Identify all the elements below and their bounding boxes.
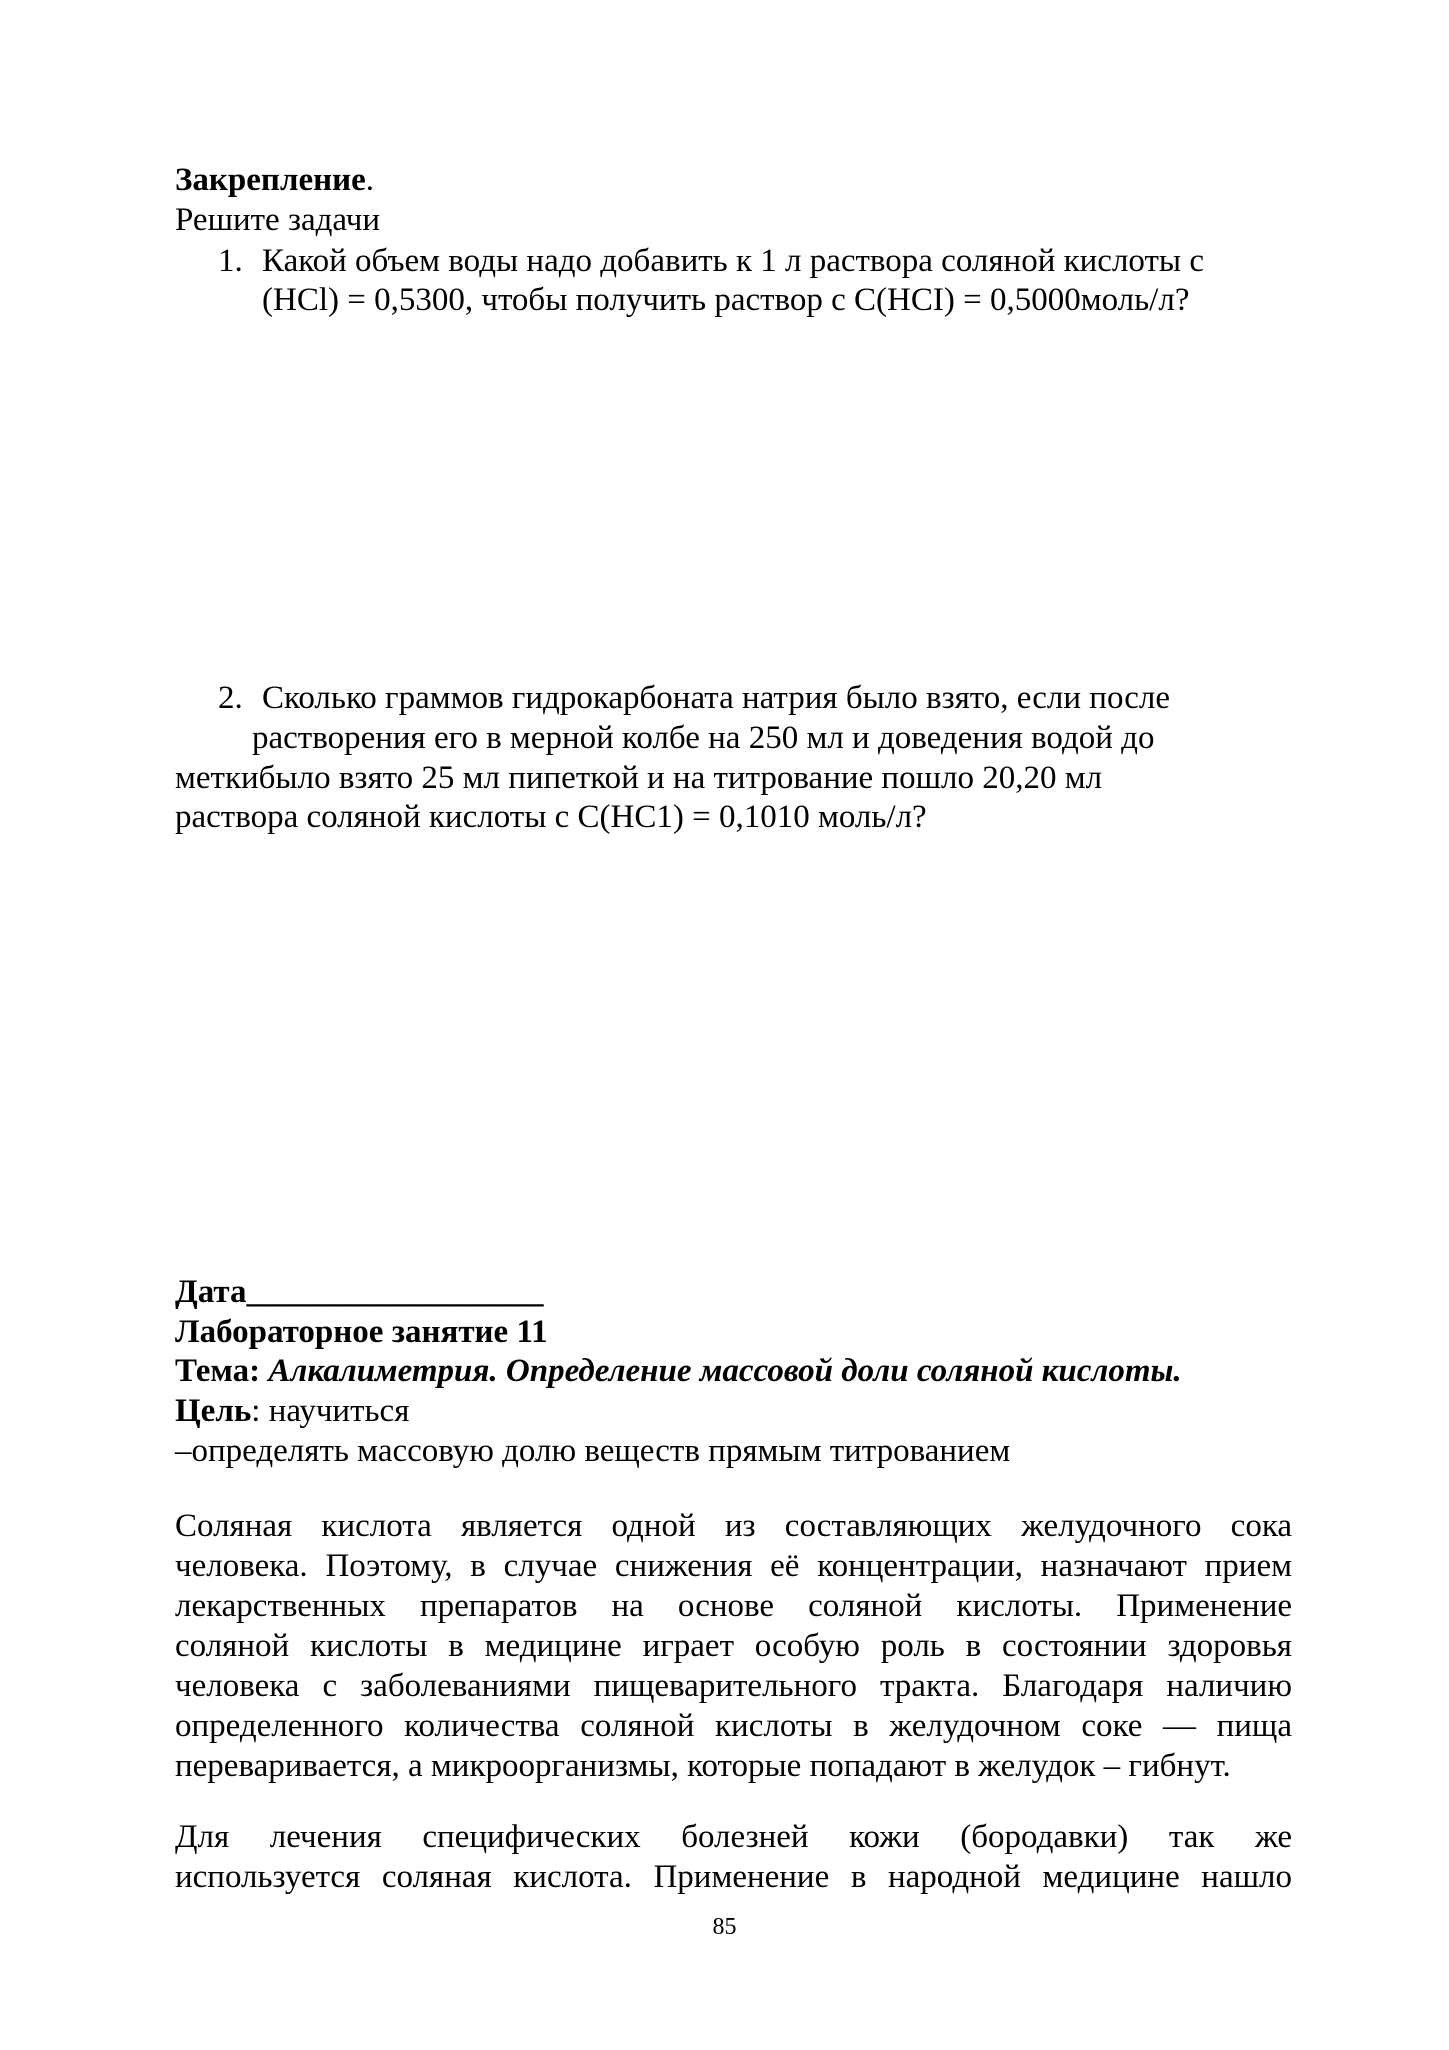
paragraph-1-line: человека. Поэтому, в случае снижения её концентрации, назначают прием (175, 1548, 1292, 1584)
section-heading (175, 160, 374, 200)
topic-text: Алкалиметрия. Определение массовой доли соляной кислоты. (268, 1353, 1182, 1389)
lab-title: Лабораторное занятие 11 (175, 1314, 548, 1350)
paragraph-2-line: используется соляная кислота. Применение в народной медицине нашло (175, 1859, 1292, 1895)
paragraph-1-line: лекарственных препаратов на основе соляной кислоты. Применение (175, 1588, 1292, 1624)
paragraph-1-line: человека с заболеваниями пищеварительного тракта. Благодаря наличию (175, 1668, 1292, 1704)
paragraph-1-line: Соляная кислота является одной из составляющих желудочного сока (175, 1508, 1292, 1544)
task2-line2: растворения его в мерной колбе на 250 мл и доведения водой до (252, 720, 1155, 756)
task1-line1: Какой объем воды надо добавить к 1 л раствора соляной кислоты с (262, 243, 1204, 279)
tasks-intro: Решите задачи (175, 202, 381, 238)
paragraph-1-line: соляной кислоты в медицине играет особую роль в состоянии здоровья (175, 1628, 1292, 1664)
page-number: 85 (712, 1914, 737, 1940)
goal-item: –определять массовую долю веществ прямым титрованием (175, 1433, 1011, 1469)
goal-text: : научиться (251, 1393, 410, 1429)
paragraph-1-line: переваривается, а микроорганизмы, которые попадают в желудок – гибнут. (175, 1748, 1231, 1784)
paragraph-2 (175, 1817, 1292, 1897)
goal-label: Цель (175, 1393, 252, 1429)
topic-line (175, 1351, 1182, 1391)
heading-punct: . (365, 162, 375, 198)
task2-line3: меткибыло взято 25 мл пипеткой и на титрование пошло 20,20 мл (175, 760, 1103, 796)
task2-line4: раствора соляной кислоты с C(HC1) = 0,1010 моль/л? (175, 799, 927, 835)
task1-number: 1. (218, 243, 243, 279)
paragraph-1-line: определенного количества соляной кислоты в желудочном соке — пища (175, 1708, 1292, 1744)
paragraph-2-line: Для лечения специфических болезней кожи (бородавки) так же (175, 1819, 1292, 1855)
paragraph-1 (175, 1506, 1292, 1786)
task1-line2: (HCl) = 0,5300, чтобы получить раствор с C(HCI) = 0,5000моль/л? (262, 282, 1190, 318)
topic-label: Тема: (175, 1353, 261, 1389)
task2-number: 2. (218, 680, 243, 716)
goal-line (175, 1391, 409, 1431)
task2-line1: Сколько граммов гидрокарбоната натрия было взято, если после (262, 680, 1171, 716)
heading-text: Закрепление (175, 162, 366, 198)
date-label: Дата__________________ (175, 1274, 544, 1310)
